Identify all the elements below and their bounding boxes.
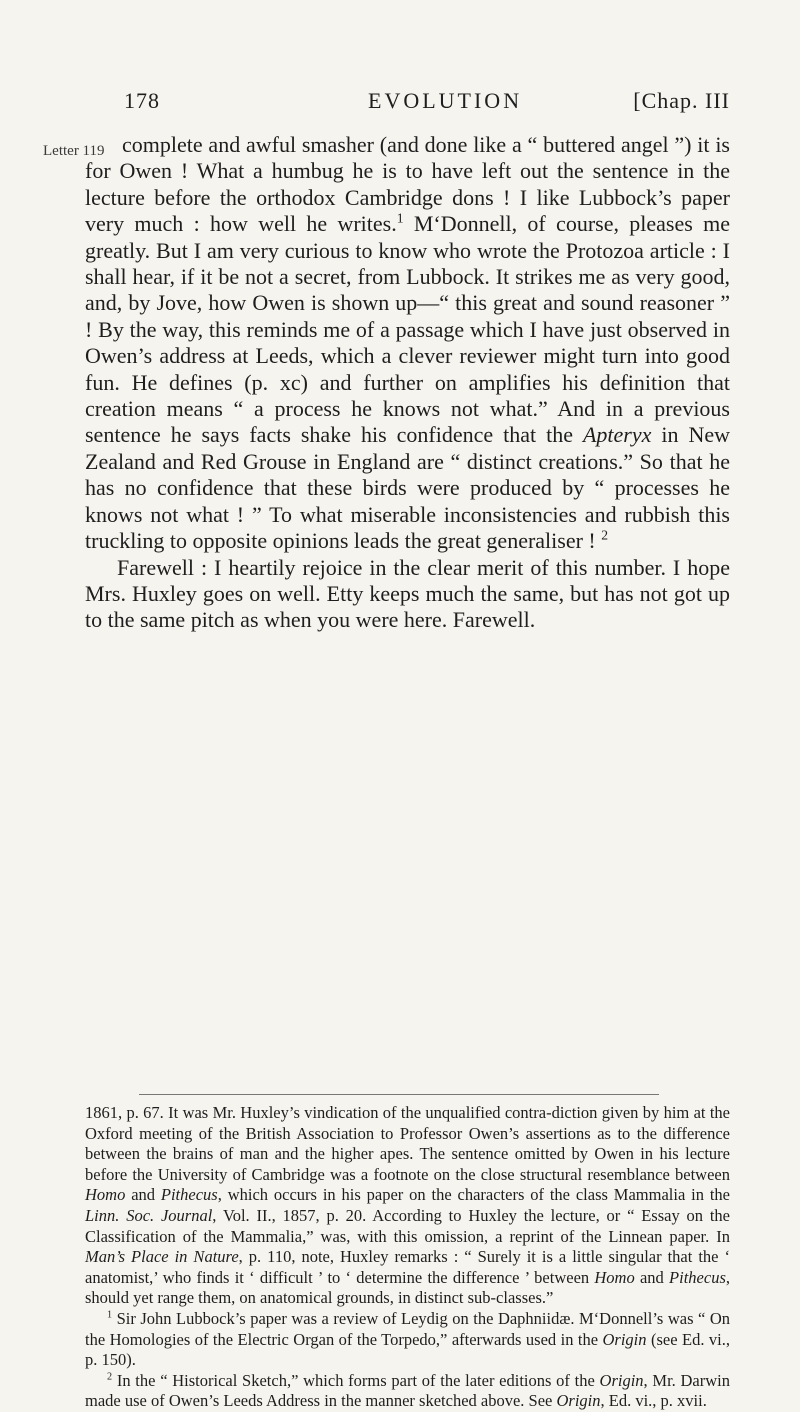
running-header <box>124 88 730 118</box>
footnote-continuation: 1861, p. 67. It was Mr. Huxley’s vindication of the unqualified contra-diction given by him at the Oxford meeting of the British Association to Professor Owen’s assertions as to the difference between the brains of man and the higher apes. The sentence omitted by Owen in his lecture before the University of Cambridge was a footnote on the close structural resemblance between Homo and Pithecus, which occurs in his paper on the characters of the class Mammalia in the Linn. Soc. Journal, Vol. II., 1857, p. 20. According to Huxley the lecture, or “ Essay on the Classification of the Mammalia,” was, with this omission, a reprint of the Linnean paper. In Man’s Place in Nature, p. 110, note, Huxley remarks : “ Surely it is a little singular that the ‘ anatomist,’ who finds it ‘ difficult ’ to ‘ determine the difference ’ between Homo and Pithecus, should yet range them, on anatomical grounds, in distinct sub-classes.” <box>85 1103 731 1308</box>
chapter-label: [Chap. III <box>633 88 730 113</box>
italic-apteryx: Apteryx <box>582 422 652 448</box>
footnotes <box>85 1103 730 1412</box>
footnote-ref-1: 1 <box>396 210 404 226</box>
page-number: 178 <box>124 88 160 113</box>
paragraph-1: complete and awful smasher (and done like a “ buttered angel ”) it is for Owen ! What a humbug he is to have left out the sentence in the lecture before the orthodox Cambridge dons ! I like Lubbock’s paper very much : how well he writes.$^1$ M‘Donnell, of course, pleases me greatly. But I am very curious to know who wrote the Protozoa article : I shall hear, if it be not a secret, from Lubbock. It strikes me as very good, and, by Jove, how Owen is shown up—“ this great and sound reasoner ” ! By the way, this reminds me of a passage which I have just observed in Owen’s address at Leeds, which a clever reviewer might turn into good fun. He defines (p. xc) and further on amplifies his definition that creation means “ a process he knows not what.” And in a previous sentence he says facts shake his confidence that the Apteryx in New Zealand and Red Grouse in England are “ distinct creations.” So that he has no confidence that these birds were produced by “ processes he knows not what ! ” To what miserable inconsistencies and rubbish this truckling to opposite opinions leads the great generaliser ! $^2$ <box>85 132 731 554</box>
running-title: EVOLUTION <box>368 88 523 113</box>
margin-note: Letter 119 <box>43 143 105 159</box>
footnote-2: $^2$ In the “ Historical Sketch,” which forms part of the later editions of the Origin, Mr. Darwin made use of Owen’s Leeds Address in the manner sketched above. See Origin, Ed. vi., p. xvii. <box>85 1370 730 1411</box>
footnote-1: $^1$ Sir John Lubbock’s paper was a review of Leydig on the Daphniidæ. M‘Donnell’s was “ On the Homologies of the Electric Organ of the Torpedo,” afterwards used in the Origin (see Ed. vi., p. 150). <box>85 1308 730 1370</box>
footnote-ref-2: 2 <box>601 527 609 543</box>
footnote-divider <box>139 1094 659 1095</box>
paragraph-2: Farewell : I heartily rejoice in the clear merit of this number. I hope Mrs. Huxley goes on well. Etty keeps much the same, but has not got up to the same pitch as when you were here. Farewell. <box>85 554 730 633</box>
main-text <box>85 132 730 634</box>
